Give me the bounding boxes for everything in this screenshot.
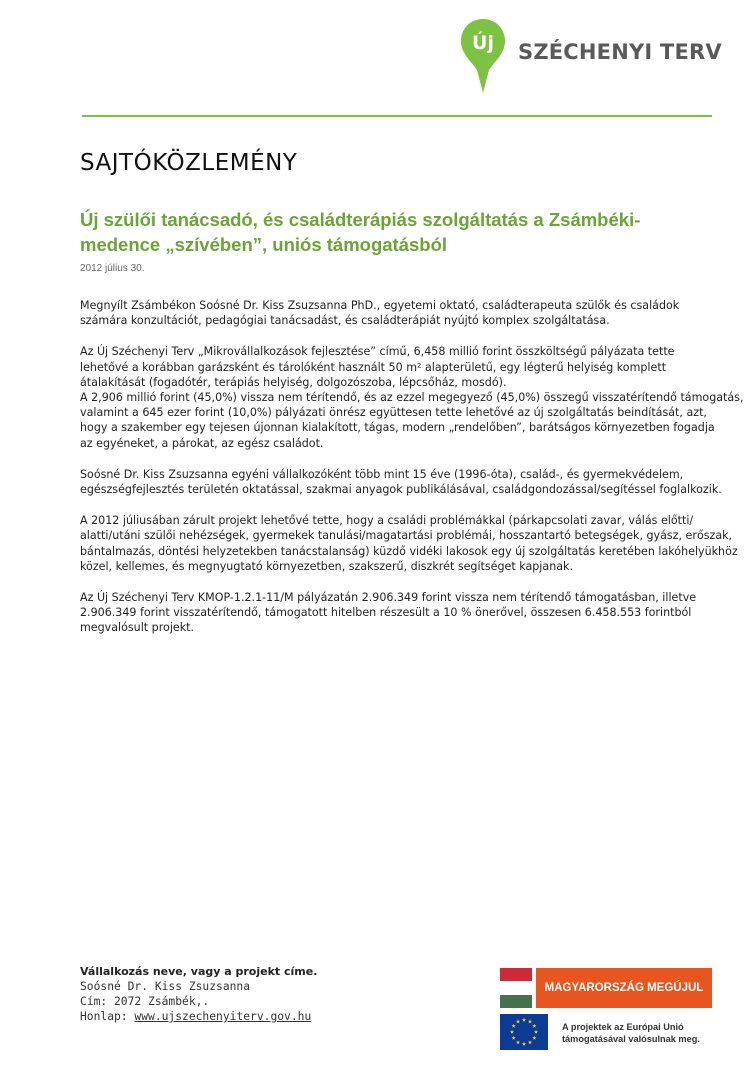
logo-mark: Új (472, 32, 494, 54)
project-label: Vállalkozás neve, vagy a projekt címe. (80, 965, 318, 978)
eu-flag-icon (500, 1014, 548, 1050)
text-line: alatti/utáni szülői nehézségek, gyermekek tanulási/magatartási problémái, hosszantartó betegségek, gyász, erőszak, (80, 529, 733, 543)
text-line: Soósné Dr. Kiss Zsuzsanna egyéni vállalkozóként több mint 15 éve (1996-óta), család-, és gyermekvédelem, (80, 467, 684, 481)
text-line: megvalósult projekt. (80, 621, 195, 635)
contact-address: Cím: 2072 Zsámbék,. (80, 995, 210, 1008)
publish-date: 2012 július 30. (80, 263, 145, 274)
text-line: az egyéneket, a párokat, az egész családot. (80, 436, 324, 450)
homepage-link[interactable]: www.ujszechenyiterv.gov.hu (134, 1010, 312, 1023)
text-line: Az Új Széchenyi Terv „Mikrovállalkozások fejlesztése” című, 6,458 millió forint összköltségű pályázata tette (80, 345, 675, 359)
contact-info (80, 964, 317, 1024)
text-line: bántalmazás, döntési helyzetekben tanácstalanság) küzdő vidéki lakosok egy új szolgáltatás keretében lakóhelyükhöz (80, 544, 738, 558)
header-divider (82, 115, 712, 117)
text-line: A 2012 júliusában zárult projekt lehetővé tette, hogy a családi problémákkal (párkapcsolati zavar, válás előtti/ (80, 514, 694, 528)
eu-support-text (562, 1021, 700, 1045)
text-line: átalakítását (fogadótér, terápiás helyiség, dolgozószoba, lépcsőház, mosdó). (80, 375, 507, 389)
article-body (80, 298, 744, 652)
text-line: egészségfejlesztés területén oktatással, szakmai anyagok publikálásával, családgondozással/segítéssel foglalkozik. (80, 483, 722, 497)
text-line: A 2,906 millió forint (45,0%) vissza nem térítendő, és az ezzel megegyező (45,0%) összegű visszatérítendő támogatás, (80, 391, 744, 405)
paragraph (80, 590, 720, 636)
text-line: hogy a szakember egy tejesen újonnan kialakított, tágas, modern „rendelőben”, barátságos környezetben fogadja (80, 421, 715, 435)
paragraph (80, 298, 720, 328)
paragraph (80, 467, 720, 497)
map-pin-logo-icon (460, 18, 506, 94)
text-line: 2.906.349 forint visszatérítendő, támogatott hitelben részesült a 10 % önerővel, összesen 6.458.553 forintból (80, 606, 692, 620)
headline (80, 207, 720, 257)
text-line: lehetővé a korábban garázsként és tárolóként használt 50 m² alapterületű, egy légterű helyiség komplett (80, 360, 667, 374)
eu-support-badge (500, 1014, 720, 1052)
headline-line: Új szülői tanácsadó, és családterápiás szolgáltatás a Zsámbéki- (80, 209, 641, 230)
hungarian-flag-icon (500, 968, 532, 1008)
badge-label: MAGYARORSZÁG MEGÚJUL (536, 968, 712, 1008)
szechenyi-terv-logo (458, 18, 722, 94)
eu-text-line: támogatásával valósulnak meg. (562, 1034, 700, 1044)
logo-text: SZÉCHENYI TERV (518, 40, 722, 64)
paragraph (80, 344, 744, 450)
contact-homepage (80, 1009, 317, 1024)
paragraph (80, 513, 738, 574)
magyarorszag-megujul-badge (500, 968, 712, 1008)
contact-name: Soósné Dr. Kiss Zsuzsanna (80, 980, 251, 993)
headline-line: medence „szívében”, uniós támogatásból (80, 234, 448, 255)
eu-text-line: A projektek az Európai Unió (562, 1022, 684, 1032)
text-line: Megnyílt Zsámbékon Soósné Dr. Kiss Zsuzsanna PhD., egyetemi oktató, családterapeuta szülők és családok (80, 299, 680, 312)
text-line: közel, kellemes, és megnyugtató környezetben, szakszerű, diszkrét segítséget kapjanak. (80, 559, 573, 573)
text-line: Az Új Széchenyi Terv KMOP-1.2.1-11/M pályázatán 2.906.349 forint vissza nem térítendő támogatásban, illetve (80, 591, 697, 605)
text-line: számára konzultációt, pedagógiai tanácsadást, és családterápiát nyújtó komplex szolgáltatása. (80, 314, 610, 328)
text-line: valamint a 645 ezer forint (10,0%) pályázati önrész együttesen tette lehetővé az új szolgáltatás beindítását, azt, (80, 406, 707, 420)
homepage-label: Honlap: (80, 1010, 135, 1023)
press-release-kicker: SAJTÓKÖZLEMÉNY (80, 150, 298, 176)
